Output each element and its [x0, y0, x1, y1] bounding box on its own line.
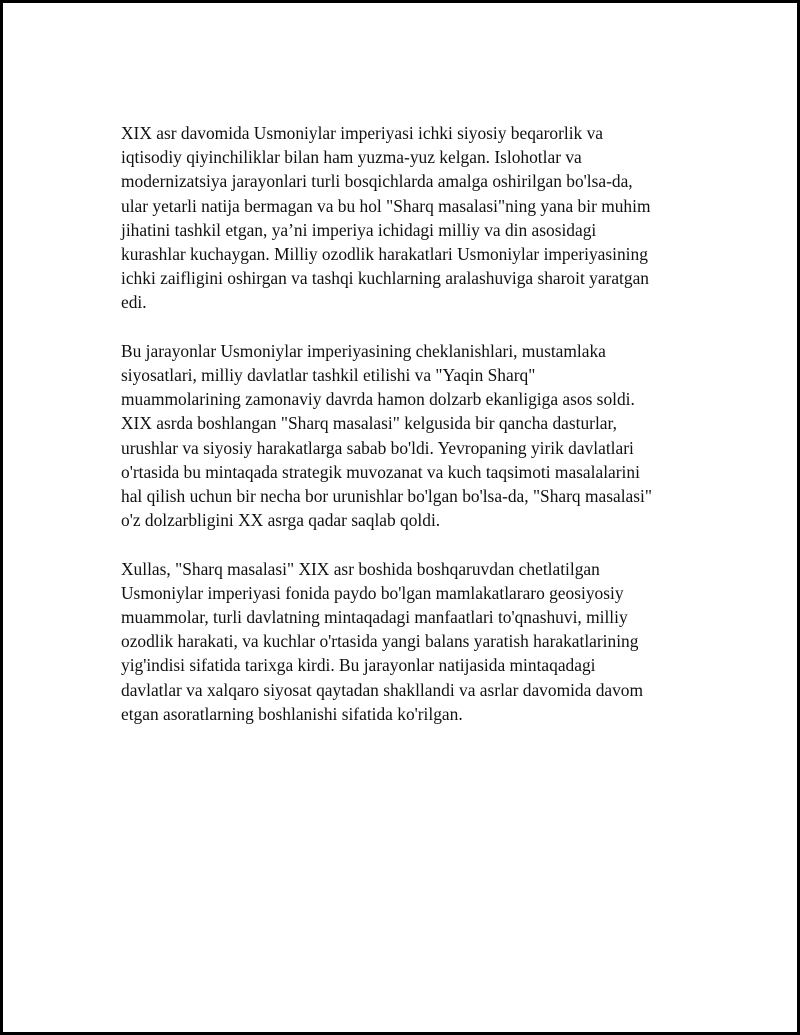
paragraph-2: Bu jarayonlar Usmoniylar imperiyasining cheklanishlari, mustamlaka siyosatlari, milliy davlatlar tashkil etilishi va "Yaqin Sharq" muammolarining zamonaviy davrda hamon dolzarb ekanligiga asos soldi. XIX asrda boshlangan "Sharq masalasi" kelgusida bir qancha dasturlar, urushlar va siyosiy harakatlarga sabab bo'ldi. Yevropaning yirik davlatlari o'rtasida bu mintaqada strategik muvozanat va kuch taqsimoti masalalarini hal qilish uchun bir necha bor urunishlar bo'lgan bo'lsa-da, "Sharq masalasi" o'z dolzarbligini XX asrga qadar saqlab qoldi.	[121, 340, 652, 531]
paragraph-1: XIX asr davomida Usmoniylar imperiyasi ichki siyosiy beqarorlik va iqtisodiy qiyinchiliklar bilan ham yuzma-yuz kelgan. Islohotlar va modernizatsiya jarayonlari turli bosqichlarda amalga oshirilgan bo'lsa-da, ular yetarli natija bermagan va bu hol "Sharq masalasi"ning yana bir muhim jihatini tashkil etgan, ya’ni imperiya ichidagi milliy va din asosidagi kurashlar kuchaygan. Milliy ozodlik harakatlari Usmoniylar imperiyasining ichki zaifligini oshirgan va tashqi kuchlarning aralashuviga sharoit yaratgan edi.	[121, 123, 651, 313]
document-body	[121, 121, 689, 750]
paragraph-3: Xullas, "Sharq masalasi" XIX asr boshida boshqaruvdan chetlatilgan Usmoniylar imperiyasi fonida paydo bo'lgan mamlakatlararo geosiyosiy muammolar, turli davlatning mintaqadagi manfaatlari to'qnashuvi, milliy ozodlik harakati, va kuchlar o'rtasida yangi balans yaratish harakatlarining yig'indisi sifatida tarixga kirdi. Bu jarayonlar natijasida mintaqadagi davlatlar va xalqaro siyosat qaytadan shakllandi va asrlar davomida davom etgan asoratlarning boshlanishi sifatida ko'rilgan.	[121, 558, 644, 724]
